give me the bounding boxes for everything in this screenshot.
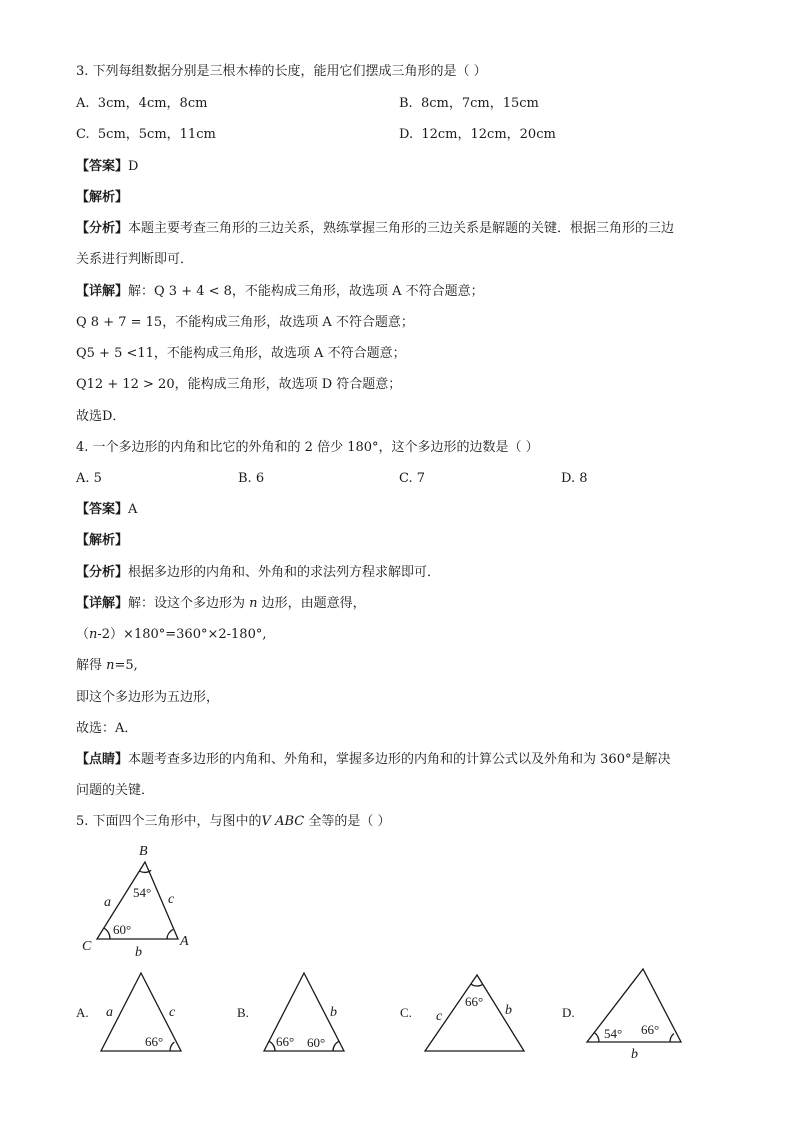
q4-eq-rest: -2）×180°=360°×2-180°, (97, 627, 267, 642)
q4-review-tag: 【点睛】 (76, 752, 129, 767)
q3-answer-tag: 【答案】 (76, 159, 129, 174)
q4-analysis-tag: 【解析】 (76, 533, 129, 548)
option-a-side-left: a (106, 1005, 113, 1020)
q4-stem: 4. 一个多边形的内角和比它的外角和的 2 倍少 180°，这个多边形的边数是（ ） (76, 440, 539, 455)
q5-stem-text-b: 全等的是（ ） (304, 814, 391, 829)
q5-option-d-figure (562, 969, 681, 1062)
q5-stem-text-a: 5. 下面四个三角形中，与图中的 (76, 814, 262, 829)
q5-option-a-label: A. (76, 1005, 89, 1020)
option-b-angle-right-label: 60° (307, 1035, 326, 1050)
q4-conclusion: 故选：A． (76, 721, 138, 736)
q3-detail-4: Q12 + 12 > 20，能构成三角形，故选项 D 符合题意； (76, 377, 402, 392)
q3-option-d-label: D. (399, 127, 414, 142)
q4-answer-value: A (128, 502, 138, 517)
main-side-c: c (168, 892, 175, 907)
main-angle-b-label: 54° (133, 885, 152, 900)
q5-stem-triangle: V ABC (261, 814, 305, 829)
q3-fenxi-tag: 【分析】 (76, 221, 129, 236)
q4-option-c-text: 7 (416, 471, 426, 486)
q4-option-b-text: 6 (255, 471, 265, 486)
option-b-angle-left-label: 66° (276, 1034, 295, 1049)
option-d-angle-right-arc (670, 1034, 674, 1043)
q5-option-c-figure (400, 975, 524, 1051)
q3-analysis-tag: 【解析】 (76, 190, 129, 205)
q4-option-a-text: 5 (93, 471, 102, 486)
option-d-angle-left-label: 54° (604, 1026, 623, 1041)
q3-detail-tag: 【详解】 (76, 284, 129, 299)
main-triangle-angle-c-arc (104, 928, 110, 939)
q4-solve-var-n: n (106, 658, 115, 673)
option-c-angle-label: 66° (465, 994, 484, 1009)
main-vertex-b: B (139, 844, 148, 859)
q3-fenxi-text-1: 本题主要考查三角形的三边关系，熟练掌握三角形的三边关系是解题的关键．根据三角形的三边 (128, 221, 675, 236)
option-d-side-bottom: b (631, 1047, 638, 1062)
option-a-angle-label: 66° (145, 1034, 164, 1049)
q3-option-b-label: B. (399, 96, 413, 111)
q4-solve-value: =5, (114, 658, 138, 673)
q4-fenxi-tag: 【分析】 (76, 565, 129, 580)
q4-detail-text-b: 边形，由题意得， (257, 596, 366, 611)
main-side-b: b (135, 945, 142, 960)
main-triangle-angle-a-arc (167, 930, 173, 940)
q4-option-b-label: B. (238, 471, 252, 486)
main-vertex-a: A (180, 934, 189, 949)
option-b-angle-left-arc (269, 1041, 275, 1051)
q3-option-c-label: C. (76, 127, 90, 142)
q3-stem: 3. 下列每组数据分别是三根木棒的长度，能用它们摆成三角形的是（ ） (76, 64, 487, 79)
option-a-side-right: c (169, 1005, 176, 1020)
q4-result: 即这个多边形为五边形， (76, 690, 220, 705)
q4-detail-var-n: n (249, 596, 258, 611)
q4-fenxi-text: 根据多边形的内角和、外角和的求法列方程求解即可． (128, 565, 441, 580)
q4-option-a-label: A. (76, 471, 90, 486)
q4-eq-var-n: n (89, 627, 98, 642)
q3-answer-value: D (128, 159, 139, 174)
q4-review-2: 问题的关键． (76, 783, 155, 798)
option-c-side-left: c (436, 1009, 443, 1024)
q4-option-d-text: 8 (579, 471, 588, 486)
q4-detail-tag: 【详解】 (76, 596, 129, 611)
option-d-angle-right-label: 66° (641, 1022, 660, 1037)
q4-eq-open: （ (76, 627, 90, 642)
q4-review-text-1: 本题考查多边形的内角和、外角和，掌握多边形的内角和的计算公式以及外角和为 360°是解决 (128, 752, 671, 767)
q3-detail-text-1: 解：Q 3 + 4 < 8，不能构成三角形，故选项 A 不符合题意； (128, 284, 484, 299)
option-b-side-right: b (330, 1005, 337, 1020)
q3-option-b-text: 8cm，7cm，15cm (420, 96, 539, 111)
q4-option-c-label: C. (399, 471, 413, 486)
q5-option-a-figure (76, 973, 181, 1051)
option-c-side-right: b (505, 1003, 512, 1018)
main-side-a: a (104, 895, 111, 910)
option-a-angle-arc (170, 1042, 174, 1051)
q4-solve-text: 解得 (76, 658, 107, 673)
q3-conclusion: 故选D． (76, 409, 126, 424)
option-d-triangle-shape (587, 969, 681, 1042)
q3-detail-2: Q 8 + 7 = 15，不能构成三角形，故选项 A 不符合题意； (76, 315, 414, 330)
q3-option-d-text: 12cm，12cm，20cm (421, 127, 556, 142)
q5-option-d-label: D. (562, 1005, 575, 1020)
q4-option-d-label: D. (561, 471, 576, 486)
option-d-angle-left-arc (594, 1033, 599, 1043)
q3-option-a-text: 3cm，4cm，8cm (97, 96, 208, 111)
option-b-angle-right-arc (333, 1041, 339, 1051)
q3-detail-3: Q5 + 5 <11，不能构成三角形，故选项 A 不符合题意； (76, 346, 406, 361)
q5-option-b-figure (237, 973, 344, 1051)
main-angle-c-label: 60° (113, 922, 132, 937)
q3-fenxi-2: 关系进行判断即可． (76, 252, 194, 267)
main-vertex-c: C (82, 939, 92, 954)
q4-answer-tag: 【答案】 (76, 502, 129, 517)
q5-option-b-label: B. (237, 1005, 249, 1020)
q3-option-a-label: A. (76, 96, 90, 111)
q4-detail-text-a: 解：设这个多边形为 (128, 596, 250, 611)
option-c-angle-arc (471, 984, 483, 986)
q3-option-c-text: 5cm，5cm，11cm (97, 127, 216, 142)
q5-option-c-label: C. (400, 1005, 412, 1020)
